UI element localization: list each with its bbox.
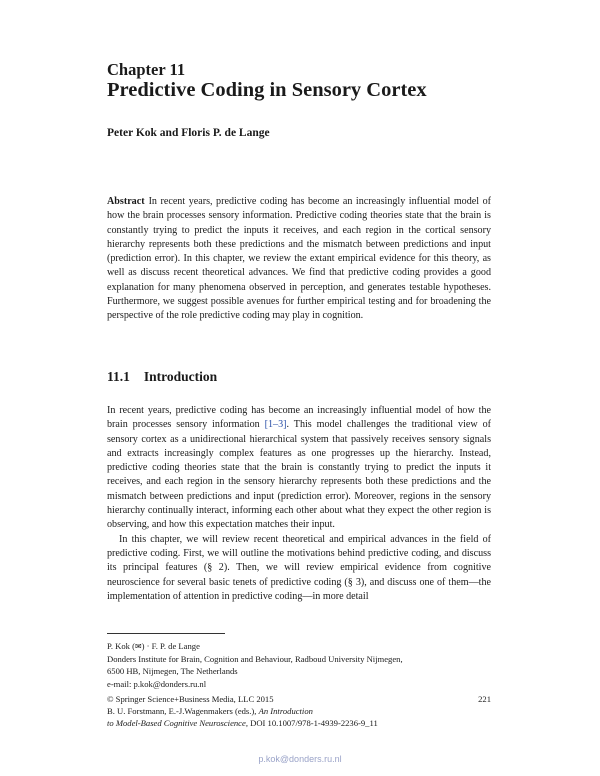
- paragraph-1: [107, 404, 491, 533]
- abstract-label: Abstract: [107, 196, 145, 207]
- paragraph-1-rest: . This model challenges the traditional view of sensory cortex as a unidirectional hierarchical system that passively receives sensory signals and extracts increasingly complex features as one progresses up the hierarchy. Instead, predictive coding theories state that the brain is constantly trying to predict the inputs it receives, and each region in the sensory hierarchy represents both these predictions and the mismatch between predictions and input (prediction error). Moreover, regions in the sensory hierarchy continually interact, informing each other about what they expect the other region is observing, and how this expectation matches their input.: [107, 419, 491, 531]
- citation-link[interactable]: [1–3]: [264, 419, 287, 431]
- footnote-affiliation-2: 6500 HB, Nijmegen, The Netherlands: [107, 666, 238, 677]
- page-number: 221: [478, 694, 491, 704]
- book-doi: , DOI 10.1007/978-1-4939-2236-9_11: [245, 718, 378, 729]
- footnote-author-prefix: P. Kok (: [107, 641, 135, 651]
- section-heading: [107, 369, 217, 385]
- chapter-title: Predictive Coding in Sensory Cortex: [107, 79, 427, 101]
- book-title-part-1: An Introduction: [258, 706, 313, 717]
- footnote-affiliation-1: Donders Institute for Brain, Cognition and Behaviour, Radboud University Nijmegen,: [107, 654, 403, 665]
- footnote-author-suffix: ) · F. P. de Lange: [141, 641, 200, 651]
- body-text: [107, 404, 491, 604]
- section-title: Introduction: [143, 369, 218, 384]
- book-citation-line: [107, 705, 491, 717]
- footnote-authors: [107, 640, 497, 653]
- abstract-text: In recent years, predictive coding has become an increasingly influential model of how the brain processes sensory information. Predictive coding theories state that the brain is constantly trying to predict the inputs it receives, and each region in the cortical sensory hierarchy represents both these predictions and the mismatch between predictions and input (prediction error). In this chapter, we review the extant empirical evidence for this theory, as well as discuss recent theoretical advances. We find that predictive coding provides a good explanation for many phenomena observed in perception, and generates testable hypotheses. Furthermore, we suggest possible avenues for further empirical testing and for broadening the perspective of the role predictive coding may play in cognition.: [107, 196, 491, 322]
- book-title-part-2: to Model-Based Cognitive Neuroscience: [107, 718, 246, 729]
- book-editors: B. U. Forstmann, E.-J.Wagenmakers (eds.),: [107, 706, 259, 717]
- footnote-email: e-mail: p.kok@donders.ru.nl: [107, 678, 207, 689]
- abstract: [107, 195, 491, 324]
- envelope-icon: ✉: [134, 642, 142, 651]
- footnotes: [107, 640, 497, 690]
- book-doi-line: [107, 717, 491, 729]
- paragraph-1-start: In recent years, predictive coding has become an increasingly influential model of how the brain processes sensory information: [107, 405, 491, 431]
- paragraph-2: In this chapter, we will review recent theoretical and empirical advances in the field of predictive coding. First, we will outline the motivations behind predictive coding, and discuss its principal features (§ 2). Then, we will review empirical evidence from cognitive neuroscience for several basic tenets of predictive coding (§ 3), and discuss one of them—the implementation of attention in predictive coding—in more detail: [107, 533, 491, 602]
- watermark: p.kok@donders.ru.nl: [258, 754, 342, 764]
- chapter-label: Chapter 11: [107, 60, 186, 79]
- copyright-block: [107, 693, 491, 730]
- footnote-rule: [107, 633, 225, 634]
- section-number: 11.1: [107, 369, 130, 384]
- copyright-line: © Springer Science+Business Media, LLC 2015: [107, 694, 274, 704]
- authors: Peter Kok and Floris P. de Lange: [107, 127, 270, 139]
